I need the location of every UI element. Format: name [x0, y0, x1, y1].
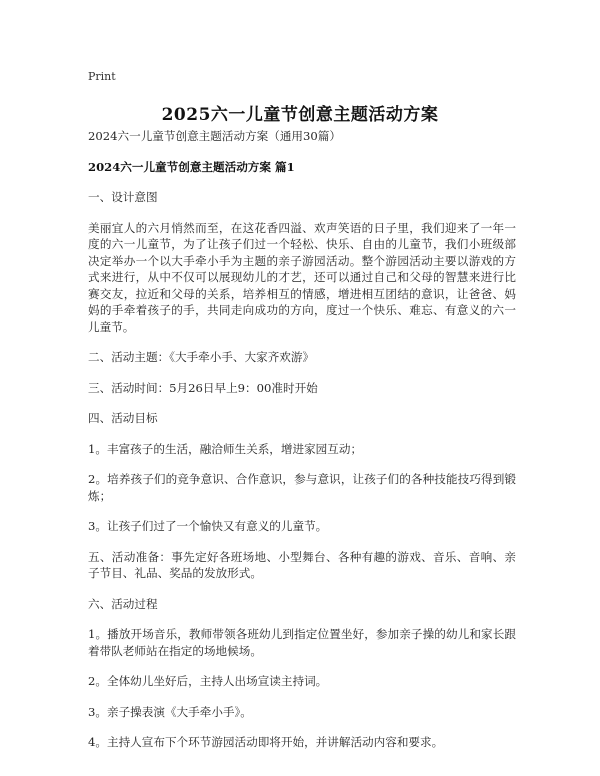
list-item-goal-2: 2。培养孩子们的竞争意识、合作意识，参与意识，让孩子们的各种技能技巧得到锻炼；	[88, 472, 516, 503]
list-item-process-3: 3。亲子操表演《大手牵小手》。	[88, 704, 252, 719]
page-title: 2025六一儿童节创意主题活动方案	[161, 105, 439, 125]
section-heading: 2024六一儿童节创意主题活动方案 篇1	[88, 159, 295, 174]
document-subtitle: 2024六一儿童节创意主题活动方案（通用30篇）	[88, 129, 341, 143]
list-item-goal-3: 3。让孩子们过了一个愉快又有意义的儿童节。	[88, 519, 328, 533]
list-item-goal-1: 1。丰富孩子的生活，融洽师生关系，增进家园互动；	[88, 441, 363, 456]
paragraph-design-intent: 美丽宜人的六月悄然而至，在这花香四溢、欢声笑语的日子里，我们迎来了一年一度的六一儿童节，为了让孩子们过一个轻松、快乐、自由的儿童节，我们小班级部决定举办一个以大手牵小手为主题的亲子游园活动。整个游园活动主要以游戏的方式来进行，从中不仅可以展现幼儿的才艺，还可以通过自己和父母的智慧来进行比赛交友，拉近和父母的关系，培养相互的情感，增进相互团结的意识，让爸爸、妈妈的手牵着孩子的手，共同走向成功的方向，度过一个快乐、难忘、有意义的六一儿童节。	[88, 220, 516, 334]
heading-design-intent: 一、设计意图	[88, 190, 158, 204]
heading-activity-process: 六、活动过程	[88, 596, 158, 611]
paragraph-activity-theme: 二、活动主题：《大手牵小手、大家齐欢游》	[88, 350, 315, 364]
list-item-process-2: 2。全体幼儿坐好后，主持人出场宣读主持词。	[88, 674, 328, 688]
list-item-process-4: 4。主持人宣布下个环节游园活动即将开始，并讲解活动内容和要求。	[88, 735, 444, 749]
paragraph-activity-prep: 五、活动准备：事先定好各班场地、小型舞台、各种有趣的游戏、音乐、音响、亲子节目、礼品、奖品的发放形式。	[88, 549, 516, 580]
list-item-process-1: 1。播放开场音乐，教师带领各班幼儿到指定位置坐好，参加亲子操的幼儿和家长跟着带队老师站在指定的场地候场。	[88, 627, 516, 658]
heading-activity-goals: 四、活动目标	[88, 411, 158, 425]
print-link[interactable]: Print	[88, 70, 116, 83]
paragraph-activity-time: 三、活动时间：5月26日早上9：00准时开始	[88, 380, 318, 395]
document-body	[88, 128, 516, 751]
